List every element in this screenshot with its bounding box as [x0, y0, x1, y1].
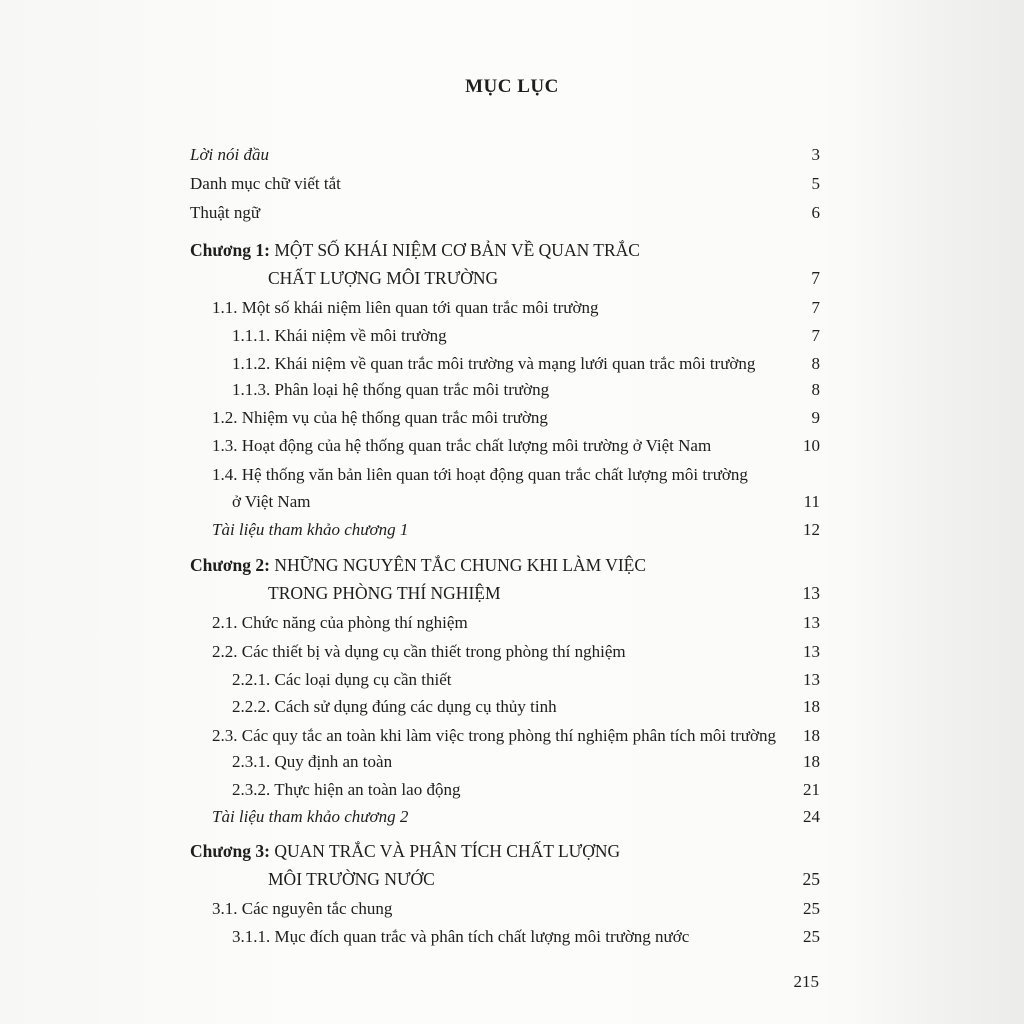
toc-entry [0, 613, 1024, 639]
chapter-prefix: Chương 3: [190, 841, 270, 861]
toc-entry-page: 7 [811, 298, 820, 317]
chapter-title: NHỮNG NGUYÊN TẮC CHUNG KHI LÀM VIỆC [274, 555, 647, 575]
toc-entry-label: Danh mục chữ viết tắt [190, 174, 341, 193]
toc-entry-label: Lời nói đầu [190, 145, 269, 164]
toc-entry [0, 354, 1024, 380]
toc-entry-label-line2: ở Việt Nam [232, 492, 311, 511]
toc-entry-label: 2.1. Chức năng của phòng thí nghiệm [212, 613, 468, 632]
chapter-title-line2: MÔI TRƯỜNG NƯỚC [268, 869, 435, 889]
toc-entry-label: Tài liệu tham khảo chương 2 [212, 807, 409, 826]
toc-entry [0, 465, 1024, 491]
chapter-title-line2: TRONG PHÒNG THÍ NGHIỆM [268, 583, 501, 603]
toc-entry-label: 2.2.2. Cách sử dụng đúng các dụng cụ thủy tinh [232, 697, 557, 716]
toc-entry-label: 1.2. Nhiệm vụ của hệ thống quan trắc môi trường [212, 408, 548, 427]
toc-entry-page: 12 [803, 520, 820, 539]
toc-chapter-heading-cont [0, 583, 1024, 609]
toc-chapter-heading-cont [0, 268, 1024, 294]
toc-entry-page: 10 [803, 436, 820, 455]
toc-entry-page: 8 [811, 354, 820, 373]
toc-entry-page: 7 [811, 326, 820, 345]
toc-entry [0, 174, 1024, 200]
toc-entry [0, 298, 1024, 324]
toc-entry [0, 927, 1024, 953]
toc-entry-page: 9 [811, 408, 820, 427]
toc-entry [0, 697, 1024, 723]
toc-entry-page: 18 [803, 697, 820, 716]
toc-entry-page: 24 [803, 807, 820, 826]
toc-entry-label: 1.3. Hoạt động của hệ thống quan trắc chất lượng môi trường ở Việt Nam [212, 436, 712, 455]
toc-entry-page: 13 [803, 642, 820, 661]
chapter-title-line2: CHẤT LƯỢNG MÔI TRƯỜNG [268, 268, 499, 288]
toc-entry-label: 1.1.2. Khái niệm về quan trắc môi trường và mạng lưới quan trắc môi trường [232, 354, 756, 373]
toc-entry-page: 11 [803, 492, 820, 511]
toc-entry [0, 670, 1024, 696]
toc-entry [0, 752, 1024, 778]
toc-entry-label: 3.1. Các nguyên tắc chung [212, 899, 393, 918]
toc-chapter-heading [0, 555, 1024, 581]
toc-chapter-heading [0, 841, 1024, 867]
toc-entry-label: 2.3.1. Quy định an toàn [232, 752, 393, 771]
toc-entry [0, 899, 1024, 925]
toc-chapter-heading-cont [0, 869, 1024, 895]
toc-entry [0, 807, 1024, 833]
page-number: 215 [793, 972, 819, 991]
chapter-prefix: Chương 1: [190, 240, 270, 260]
toc-chapter-heading [0, 240, 1024, 266]
toc-entry [0, 642, 1024, 668]
toc-entry [0, 780, 1024, 806]
toc-entry [0, 326, 1024, 352]
toc-entry-label: 2.2. Các thiết bị và dụng cụ cần thiết trong phòng thí nghiệm [212, 642, 626, 661]
page-title: MỤC LỤC [465, 76, 559, 97]
toc-entry [0, 380, 1024, 406]
toc-entry-page: 25 [802, 869, 820, 889]
toc-entry [0, 436, 1024, 462]
toc-entry-cont [0, 492, 1024, 518]
toc-entry [0, 520, 1024, 546]
chapter-title: QUAN TRẮC VÀ PHÂN TÍCH CHẤT LƯỢNG [274, 841, 621, 861]
toc-entry-page: 18 [803, 726, 820, 745]
toc-entry-label: 1.1.3. Phân loại hệ thống quan trắc môi trường [232, 380, 550, 399]
chapter-title: MỘT SỐ KHÁI NIỆM CƠ BẢN VỀ QUAN TRẮC [274, 240, 640, 260]
toc-entry-page: 5 [811, 174, 820, 193]
chapter-prefix: Chương 2: [190, 555, 270, 575]
toc-entry [0, 408, 1024, 434]
toc-entry-label: 2.2.1. Các loại dụng cụ cần thiết [232, 670, 452, 689]
toc-entry-label: 2.3.2. Thực hiện an toàn lao động [232, 780, 461, 799]
toc-entry-page: 18 [803, 752, 820, 771]
toc-entry-page: 13 [803, 670, 820, 689]
toc-entry-label: 1.4. Hệ thống văn bản liên quan tới hoạt động quan trắc chất lượng môi trường [212, 465, 748, 484]
toc-entry [0, 203, 1024, 229]
toc-entry-page: 8 [811, 380, 820, 399]
toc-entry-label: Tài liệu tham khảo chương 1 [212, 520, 409, 539]
toc-entry-label: 1.1.1. Khái niệm về môi trường [232, 326, 447, 345]
toc-entry-page: 7 [811, 268, 820, 288]
toc-entry-page: 6 [811, 203, 820, 222]
toc-entry-page: 25 [803, 899, 820, 918]
toc-entry-page: 3 [811, 145, 820, 164]
toc-entry-label: Thuật ngữ [190, 203, 261, 222]
toc-entry-label: 2.3. Các quy tắc an toàn khi làm việc trong phòng thí nghiệm phân tích môi trường [212, 726, 776, 745]
toc-entry-page: 25 [803, 927, 820, 946]
toc-entry-label: 3.1.1. Mục đích quan trắc và phân tích chất lượng môi trường nước [232, 927, 690, 946]
toc-entry-page: 13 [802, 583, 820, 603]
toc-entry-page: 13 [803, 613, 820, 632]
toc-entry [0, 145, 1024, 171]
toc-entry-label: 1.1. Một số khái niệm liên quan tới quan trắc môi trường [212, 298, 599, 317]
toc-entry-page: 21 [803, 780, 820, 799]
toc-entry [0, 726, 1024, 752]
